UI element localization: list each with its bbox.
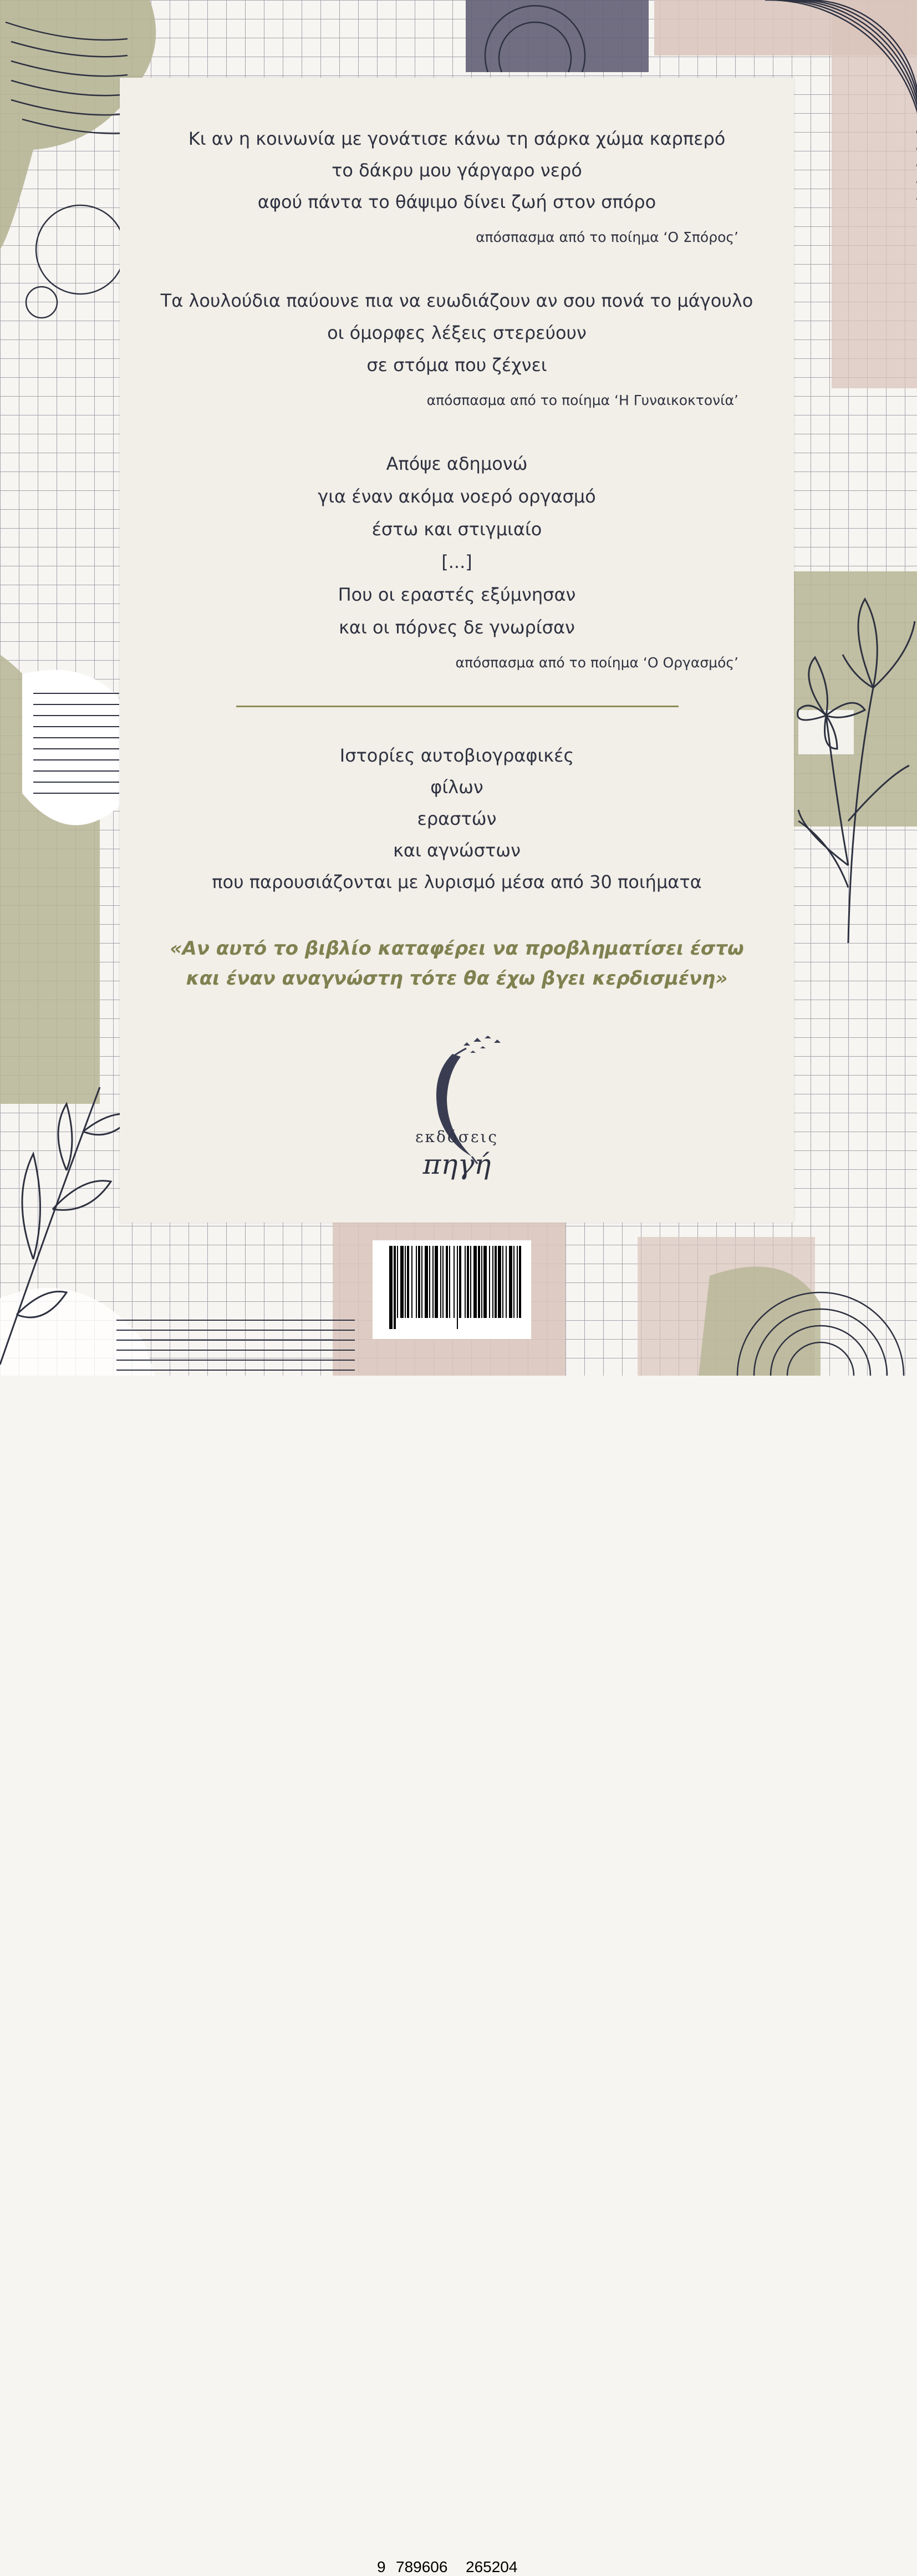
excerpt3-line: [...] [441,551,472,572]
barcode-bar [513,1246,514,1318]
excerpt3-line: Απόψε αδημονώ [386,453,528,474]
barcode-bar [465,1246,466,1318]
barcode-bar [394,1246,396,1329]
barcode-bar [457,1246,458,1329]
barcode-bar [478,1246,480,1318]
barcode-bar [442,1246,444,1318]
excerpt1-source: απόσπασμα από το ποίημα ‘Ο Σπόρος’ [476,229,738,245]
barcode-bar [517,1246,518,1318]
barcode-bar [470,1246,471,1318]
description-line: και αγνώστων [393,840,521,861]
barcode-bar [519,1246,521,1318]
barcode-digit-group2: 265204 [466,2558,518,2575]
barcode-bar [473,1246,477,1318]
section-divider [236,706,679,707]
barcode-bar [429,1246,430,1318]
barcode-digit-group1: 789606 [396,2558,448,2575]
barcode-bar [481,1246,482,1318]
barcode-bar [449,1246,450,1318]
barcode-bar [467,1246,469,1318]
author-quote-line: «Αν αυτό το βιβλίο καταφέρει να προβληματίσει έστω [170,937,744,960]
excerpt3-line: και οι πόρνες δε γνωρίσαν [339,617,575,638]
barcode-bar [492,1246,493,1318]
author-quote-line: και έναν αναγνώστη τότε θα έχω βγει κερδισμένη» [186,967,728,990]
description-line: φίλων [430,777,483,798]
publisher-label: εκδόσεις [415,1128,498,1146]
description-line: Ιστορίες αυτοβιογραφικές [339,745,574,766]
barcode-bar [495,1246,497,1318]
barcode-bars [373,1240,531,1339]
barcode-bar [502,1246,503,1318]
barcode-bar [400,1246,404,1318]
barcode-bar [483,1246,487,1318]
excerpt3-line: έστω και στιγμιαίο [371,519,542,540]
barcode-bar [454,1246,455,1318]
barcode-bar [509,1246,512,1318]
excerpt3-source: απόσπασμα από το ποίημα ‘Ο Οργασμός’ [455,655,738,671]
excerpt1-line: το δάκρυ μου γάργαρο νερό [332,160,582,181]
excerpt2-source: απόσπασμα από το ποίημα ‘Η Γυναικοκτονία’ [426,392,738,408]
barcode-bar [418,1246,420,1318]
barcode-bar [498,1246,501,1318]
excerpt3-line: Που οι εραστές εξύμνησαν [338,584,576,605]
isbn-barcode [373,1240,531,2575]
barcode-bar [416,1246,417,1318]
barcode-bar [435,1246,438,1318]
barcode-digit-first: 9 [377,2558,386,2575]
description-line: που παρουσιάζονται με λυρισμό μέσα από 30 ποιήματα [212,871,702,893]
barcode-bar [411,1246,412,1318]
excerpt2-line: σε στόμα που ζέχνει [366,354,547,376]
excerpt1-line: Κι αν η κοινωνία με γονάτισε κάνω τη σάρκα χώμα καρπερό [188,128,726,149]
barcode-bar [425,1246,428,1318]
excerpt2-line: οι όμορφες λέξεις στερεύουν [327,322,587,343]
barcode-bar [407,1246,409,1318]
description-line: εραστών [417,808,497,829]
barcode-bar [440,1246,441,1318]
barcode-bar [397,1246,398,1318]
excerpt1-line: αφού πάντα το θάψιμο δίνει ζωή στον σπόρο [257,191,656,212]
excerpt2-line: Τα λουλούδια παύουνε πια να ευωδιάζουν αν σου πονά το μάγουλο [160,290,753,311]
barcode-bar [389,1246,393,1329]
barcode-bar [489,1246,490,1318]
publisher-name: πηγή [422,1148,491,1180]
barcode-bar [432,1246,434,1318]
barcode-bar [506,1246,507,1318]
barcode-bar [421,1246,422,1318]
back-cover-panel [120,78,794,1223]
barcode-bar [459,1246,461,1318]
barcode-bar [405,1246,406,1318]
barcode-bar [446,1246,448,1318]
excerpt3-line: για έναν ακόμα νοερό οργασμό [318,486,596,507]
